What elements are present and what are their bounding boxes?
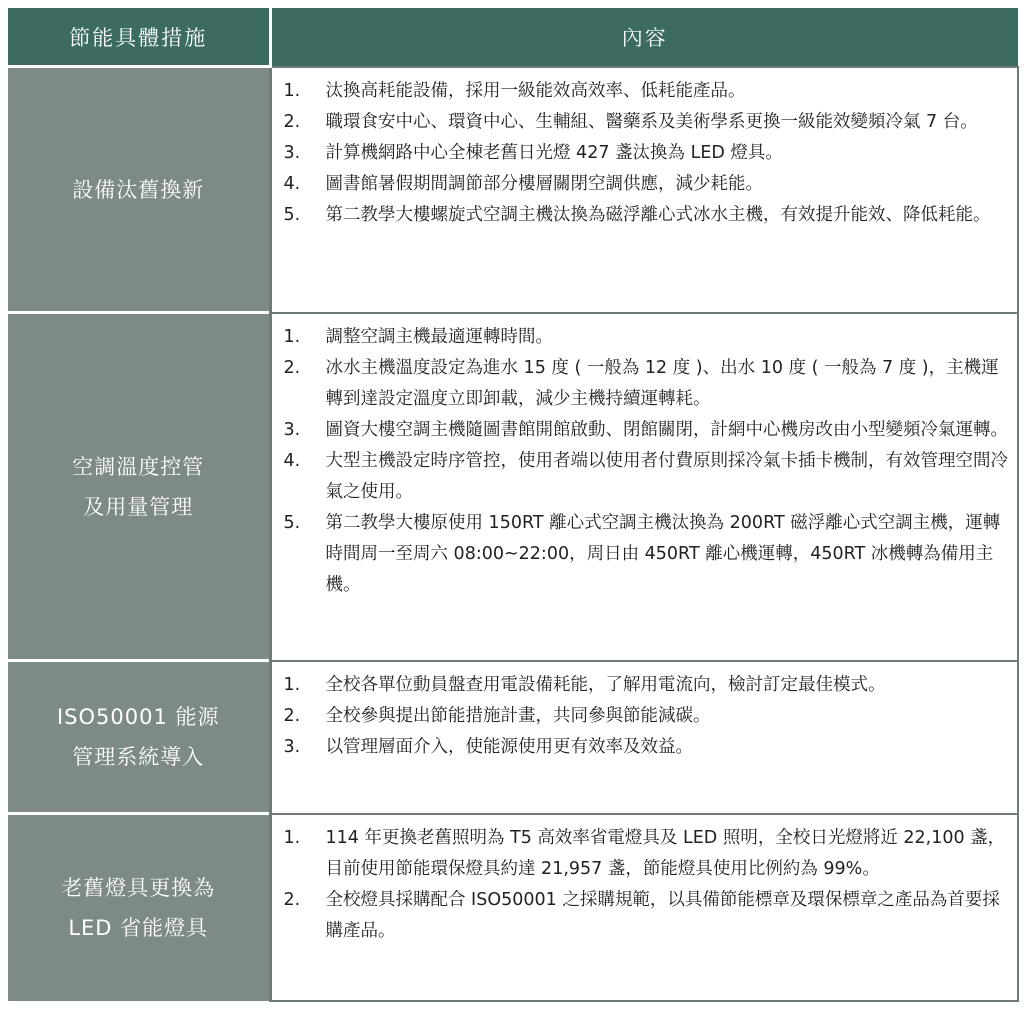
list-item [284, 169, 1010, 200]
header-measures: 節能具體措施 [8, 8, 270, 67]
item-number: 2. [283, 889, 301, 910]
row-label-line: 管理系統導入 [72, 745, 205, 769]
measure-list [284, 823, 1010, 947]
item-number: 1. [283, 80, 301, 101]
list-item [284, 508, 1010, 601]
item-number: 1. [283, 674, 301, 695]
item-number: 2. [283, 357, 301, 378]
row-content [270, 313, 1018, 661]
list-item [284, 446, 1010, 508]
item-number: 3. [283, 142, 301, 163]
row-label [8, 661, 270, 814]
item-number: 5. [283, 512, 301, 533]
row-label-line: 及用量管理 [83, 494, 194, 519]
measure-list [284, 670, 1010, 763]
measure-list [284, 322, 1010, 601]
item-number: 5. [283, 204, 301, 225]
item-number: 4. [283, 450, 301, 471]
item-text: 冰水主機溫度設定為進水 15 度 ( 一般為 12 度 )、出水 10 度 ( 一般為 7 度 )，主機運轉到達設定溫度立即卸載，減少主機持續運轉耗。 [325, 357, 999, 409]
item-text: 114 年更換老舊照明為 T5 高效率省電燈具及 LED 照明，全校日光燈將近 22,100 盞，目前使用節能環保燈具約達 21,957 盞，節能燈具使用比例約為 99%。 [325, 827, 1006, 879]
measure-list [284, 76, 1010, 231]
item-number: 2. [283, 705, 301, 726]
list-item [284, 885, 1010, 947]
row-label-line: LED 省能燈具 [68, 915, 209, 940]
item-text: 汰換高耗能設備，採用一級能效高效率、低耗能產品。 [325, 80, 746, 101]
item-text: 第二教學大樓原使用 150RT 離心式空調主機汰換為 200RT 磁浮離心式空調主機，運轉時間周一至周六 08:00~22:00，周日由 450RT 離心機運轉，450RT 冰機轉為備用主機。 [325, 512, 1001, 595]
energy-measures-document [8, 8, 1018, 1002]
list-item [284, 138, 1010, 169]
row-content [270, 661, 1018, 814]
table-header-row [8, 8, 1018, 67]
item-text: 調整空調主機最適運轉時間。 [325, 326, 553, 347]
item-text: 圖書館暑假期間調節部分樓層關閉空調供應，減少耗能。 [325, 173, 763, 194]
item-number: 4. [283, 173, 301, 194]
row-label-line: ISO50001 能源 [56, 705, 220, 729]
row-label [8, 814, 270, 1001]
item-text: 全校各單位動員盤查用電設備耗能，了解用電流向，檢討訂定最佳模式。 [325, 674, 886, 695]
energy-measures-table [8, 8, 1019, 1002]
item-number: 1. [283, 326, 301, 347]
row-label-line: 空調溫度控管 [72, 454, 205, 479]
row-label [8, 313, 270, 661]
item-text: 職環食安中心、環資中心、生輔組、醫藥系及美術學系更換一級能效變頻冷氣 7 台。 [325, 111, 978, 132]
table-row [8, 661, 1018, 814]
list-item [284, 322, 1010, 353]
table-row [8, 313, 1018, 661]
row-label [8, 67, 270, 313]
row-content [270, 814, 1018, 1001]
list-item [284, 732, 1010, 763]
item-text: 圖資大樓空調主機隨圖書館開館啟動、閉館關閉，計網中心機房改由小型變頻冷氣運轉。 [325, 419, 1008, 440]
table-row [8, 814, 1018, 1001]
item-text: 大型主機設定時序管控，使用者端以使用者付費原則採冷氣卡插卡機制，有效管理空間冷氣之使用。 [325, 450, 1008, 502]
list-item [284, 107, 1010, 138]
list-item [284, 701, 1010, 732]
item-text: 計算機網路中心全棟老舊日光燈 427 盞汰換為 LED 燈具。 [325, 142, 783, 163]
list-item [284, 823, 1010, 885]
item-text: 全校參與提出節能措施計畫，共同參與節能減碳。 [325, 705, 711, 726]
item-text: 第二教學大樓螺旋式空調主機汰換為磁浮離心式冰水主機，有效提升能效、降低耗能。 [325, 204, 991, 225]
list-item [284, 76, 1010, 107]
row-label-line: 設備汰舊換新 [72, 177, 205, 202]
item-text: 以管理層面介入，使能源使用更有效率及效益。 [325, 736, 693, 757]
list-item [284, 415, 1010, 446]
row-label-line: 老舊燈具更換為 [61, 875, 216, 900]
item-number: 3. [283, 419, 301, 440]
list-item [284, 353, 1010, 415]
item-number: 1. [283, 827, 301, 848]
list-item [284, 670, 1010, 701]
item-number: 2. [283, 111, 301, 132]
header-content: 內容 [270, 8, 1018, 67]
row-content [270, 67, 1018, 313]
table-row [8, 67, 1018, 313]
list-item [284, 200, 1010, 231]
item-text: 全校燈具採購配合 ISO50001 之採購規範，以具備節能標章及環保標章之產品為首要採購產品。 [325, 889, 1000, 941]
item-number: 3. [283, 736, 301, 757]
